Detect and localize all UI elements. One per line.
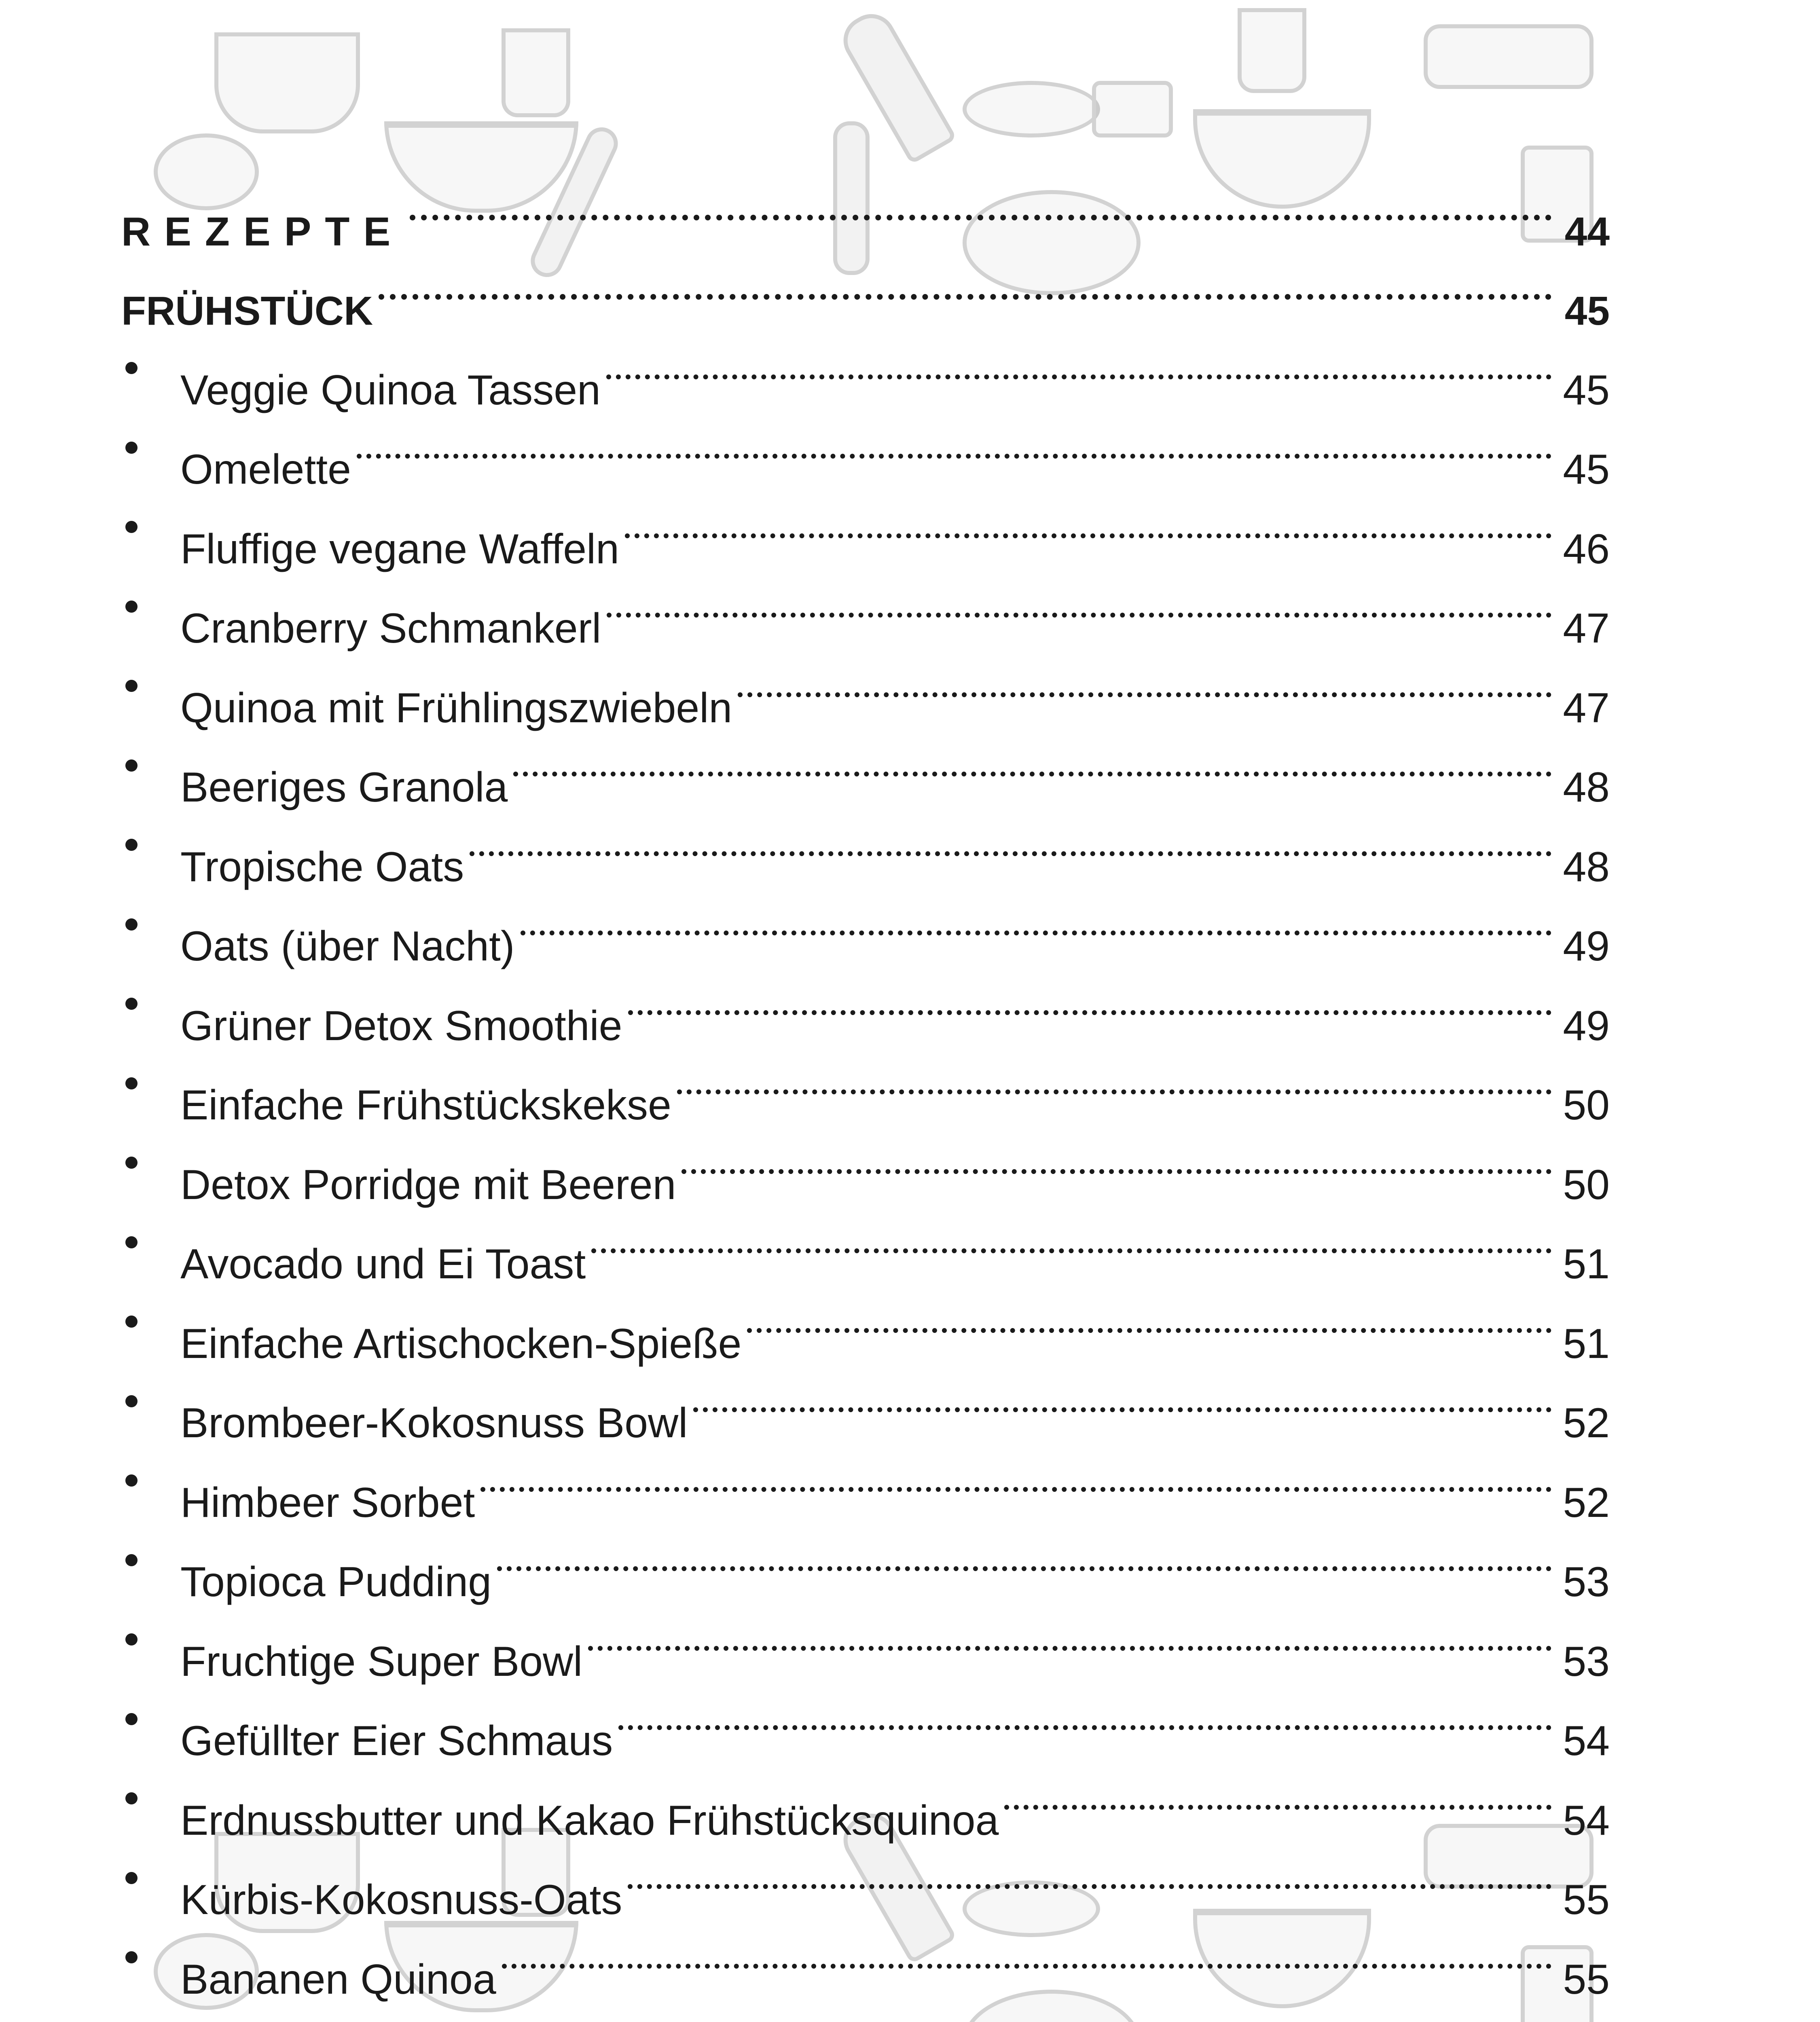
- bullet-icon: [121, 1119, 180, 1199]
- toc-item-title: Oats (über Nacht): [180, 923, 515, 970]
- bullet-icon: [121, 1040, 180, 1120]
- toc-item-title: [180, 2019, 572, 2022]
- dot-leader: [480, 1437, 1551, 1517]
- dot-leader: [618, 1676, 1551, 1756]
- toc-page-number: 52: [1563, 1479, 1610, 1526]
- dot-leader: [591, 1199, 1551, 1279]
- toc-item-title: Gefüllter Eier Schmaus: [180, 1717, 613, 1764]
- toc-item-title: Topioca Pudding: [180, 1559, 492, 1605]
- toc-item[interactable]: [121, 325, 1610, 414]
- bullet-icon: [121, 404, 180, 484]
- toc-item[interactable]: [121, 1914, 1610, 2003]
- dot-leader: [578, 1994, 1551, 2022]
- toc-item-title: Veggie Quinoa Tassen: [180, 366, 601, 414]
- toc-page-number: 45: [1564, 288, 1610, 334]
- bullet-icon: [121, 484, 180, 563]
- bullet-icon: [121, 1994, 180, 2022]
- toc-item[interactable]: [121, 960, 1610, 1049]
- dot-leader: [607, 563, 1551, 643]
- toc-item[interactable]: [121, 1278, 1610, 1367]
- bullet-icon: [121, 563, 180, 643]
- dot-leader: [521, 881, 1551, 961]
- pan-icon: [963, 81, 1100, 137]
- dot-leader: [693, 1358, 1551, 1438]
- bullet-icon: [121, 1358, 180, 1438]
- dot-leader: [606, 325, 1551, 404]
- dot-leader: [628, 960, 1551, 1040]
- toc-page-number: 55: [1563, 1956, 1610, 2003]
- toc-section-rezepte[interactable]: [121, 166, 1610, 254]
- toc-item-title: Beeriges Granola: [180, 764, 508, 811]
- toc-item[interactable]: [121, 1517, 1610, 1605]
- bullet-icon: [121, 1914, 180, 1994]
- bullet-icon: [121, 802, 180, 881]
- bullet-icon: [121, 325, 180, 404]
- bullet-icon: [121, 1199, 180, 1279]
- toc-item[interactable]: [121, 484, 1610, 573]
- dot-leader: [738, 643, 1551, 722]
- toc-item-title: Einfache Frühstückskekse: [180, 1082, 671, 1129]
- toc-page-number: 46: [1563, 525, 1610, 573]
- toc-item[interactable]: [121, 881, 1610, 970]
- bullet-icon: [121, 1676, 180, 1756]
- toc-page-number: 54: [1563, 1797, 1610, 1844]
- dot-leader: [1004, 1755, 1551, 1835]
- toc-page-number: 53: [1563, 1638, 1610, 1685]
- toc-section-title: FRÜHSTÜCK: [121, 288, 373, 334]
- dot-leader: [681, 1119, 1551, 1199]
- toc-item[interactable]: [121, 1040, 1610, 1129]
- bullet-icon: [121, 1835, 180, 1914]
- toc-item[interactable]: [121, 643, 1610, 732]
- toc-item-title: Brombeer-Kokosnuss Bowl: [180, 1400, 688, 1447]
- dot-leader: [502, 1914, 1551, 1994]
- toc-item[interactable]: [121, 1994, 1610, 2022]
- toc-page-number: 53: [1563, 1559, 1610, 1605]
- toc-page-number: 50: [1563, 1082, 1610, 1129]
- bullet-icon: [121, 881, 180, 961]
- dot-leader: [628, 1835, 1551, 1914]
- jug-icon: [1238, 8, 1306, 93]
- toc-item[interactable]: [121, 1119, 1610, 1208]
- toc-item-title: Detox Porridge mit Beeren: [180, 1161, 676, 1208]
- toc-page-number: 47: [1563, 684, 1610, 732]
- toc-page-number: 49: [1563, 923, 1610, 970]
- bullet-icon: [121, 1437, 180, 1517]
- toc-item-title: Omelette: [180, 446, 351, 493]
- toc-item-title: Einfache Artischocken-Spieße: [180, 1320, 742, 1367]
- bullet-icon: [121, 960, 180, 1040]
- toc-page-number: 55: [1563, 1876, 1610, 1923]
- toc-item-title: Cranberry Schmankerl: [180, 605, 601, 652]
- toc-item[interactable]: [121, 563, 1610, 652]
- dot-leader: [588, 1596, 1551, 1676]
- toc-page-number: 51: [1563, 1320, 1610, 1367]
- toc-item[interactable]: [121, 1437, 1610, 1526]
- dot-leader: [625, 484, 1551, 563]
- dot-leader: [357, 404, 1551, 484]
- whisk-icon: [835, 5, 957, 165]
- toc-page-number: 49: [1563, 1002, 1610, 1049]
- dot-leader: [747, 1278, 1551, 1358]
- toc-item-title: Bananen Quinoa: [180, 1956, 496, 2003]
- toc-item-title: Himbeer Sorbet: [180, 1479, 475, 1526]
- bullet-icon: [121, 1278, 180, 1358]
- toc-page-number: 47: [1563, 605, 1610, 652]
- toc-item-title: Tropische Oats: [180, 843, 464, 890]
- dot-leader: [410, 166, 1551, 245]
- table-of-contents: [121, 166, 1610, 2022]
- toc-section-title: REZEPTE: [121, 209, 404, 254]
- dot-leader: [497, 1517, 1551, 1597]
- toc-item[interactable]: [121, 1199, 1610, 1288]
- toc-page-number: 48: [1563, 843, 1610, 890]
- bullet-icon: [121, 1596, 180, 1676]
- toc-item-title: Erdnussbutter und Kakao Frühstücksquinoa: [180, 1797, 999, 1844]
- toc-item[interactable]: [121, 1358, 1610, 1447]
- dot-leader: [379, 245, 1551, 325]
- toc-item-title: Fluffige vegane Waffeln: [180, 525, 619, 573]
- glass-icon: [502, 28, 570, 117]
- toc-item[interactable]: [121, 722, 1610, 811]
- toc-item[interactable]: [121, 1755, 1610, 1844]
- toc-page-number: 51: [1563, 1241, 1610, 1288]
- toc-page-number: [1557, 2019, 1610, 2022]
- cutting-board-icon: [1092, 81, 1173, 137]
- dot-leader: [677, 1040, 1551, 1120]
- toc-page-number: 52: [1563, 1400, 1610, 1447]
- toc-page-number: 48: [1563, 764, 1610, 811]
- toc-item[interactable]: [121, 404, 1610, 493]
- toc-item[interactable]: [121, 802, 1610, 890]
- toc-item[interactable]: [121, 1596, 1610, 1685]
- bullet-icon: [121, 1517, 180, 1597]
- dot-leader: [513, 722, 1551, 802]
- toc-item-title: Avocado und Ei Toast: [180, 1241, 586, 1288]
- toc-item-title: Quinoa mit Frühlingszwiebeln: [180, 684, 732, 732]
- pot-icon: [214, 32, 360, 133]
- bullet-icon: [121, 643, 180, 722]
- toc-item-title: Kürbis-Kokosnuss-Oats: [180, 1876, 622, 1923]
- toc-section-fruehstueck[interactable]: [121, 245, 1610, 334]
- cake-tin-icon: [1424, 24, 1594, 89]
- toc-page-number: 45: [1563, 366, 1610, 414]
- toc-page-number: 44: [1564, 209, 1610, 254]
- dot-leader: [470, 802, 1551, 881]
- toc-item[interactable]: [121, 1676, 1610, 1764]
- bullet-icon: [121, 722, 180, 802]
- toc-item[interactable]: [121, 1835, 1610, 1923]
- toc-page-number: 54: [1563, 1717, 1610, 1764]
- toc-item-title: Fruchtige Super Bowl: [180, 1638, 583, 1685]
- toc-page-number: 45: [1563, 446, 1610, 493]
- toc-page-number: 50: [1563, 1161, 1610, 1208]
- toc-item-title: Grüner Detox Smoothie: [180, 1002, 622, 1049]
- bullet-icon: [121, 1755, 180, 1835]
